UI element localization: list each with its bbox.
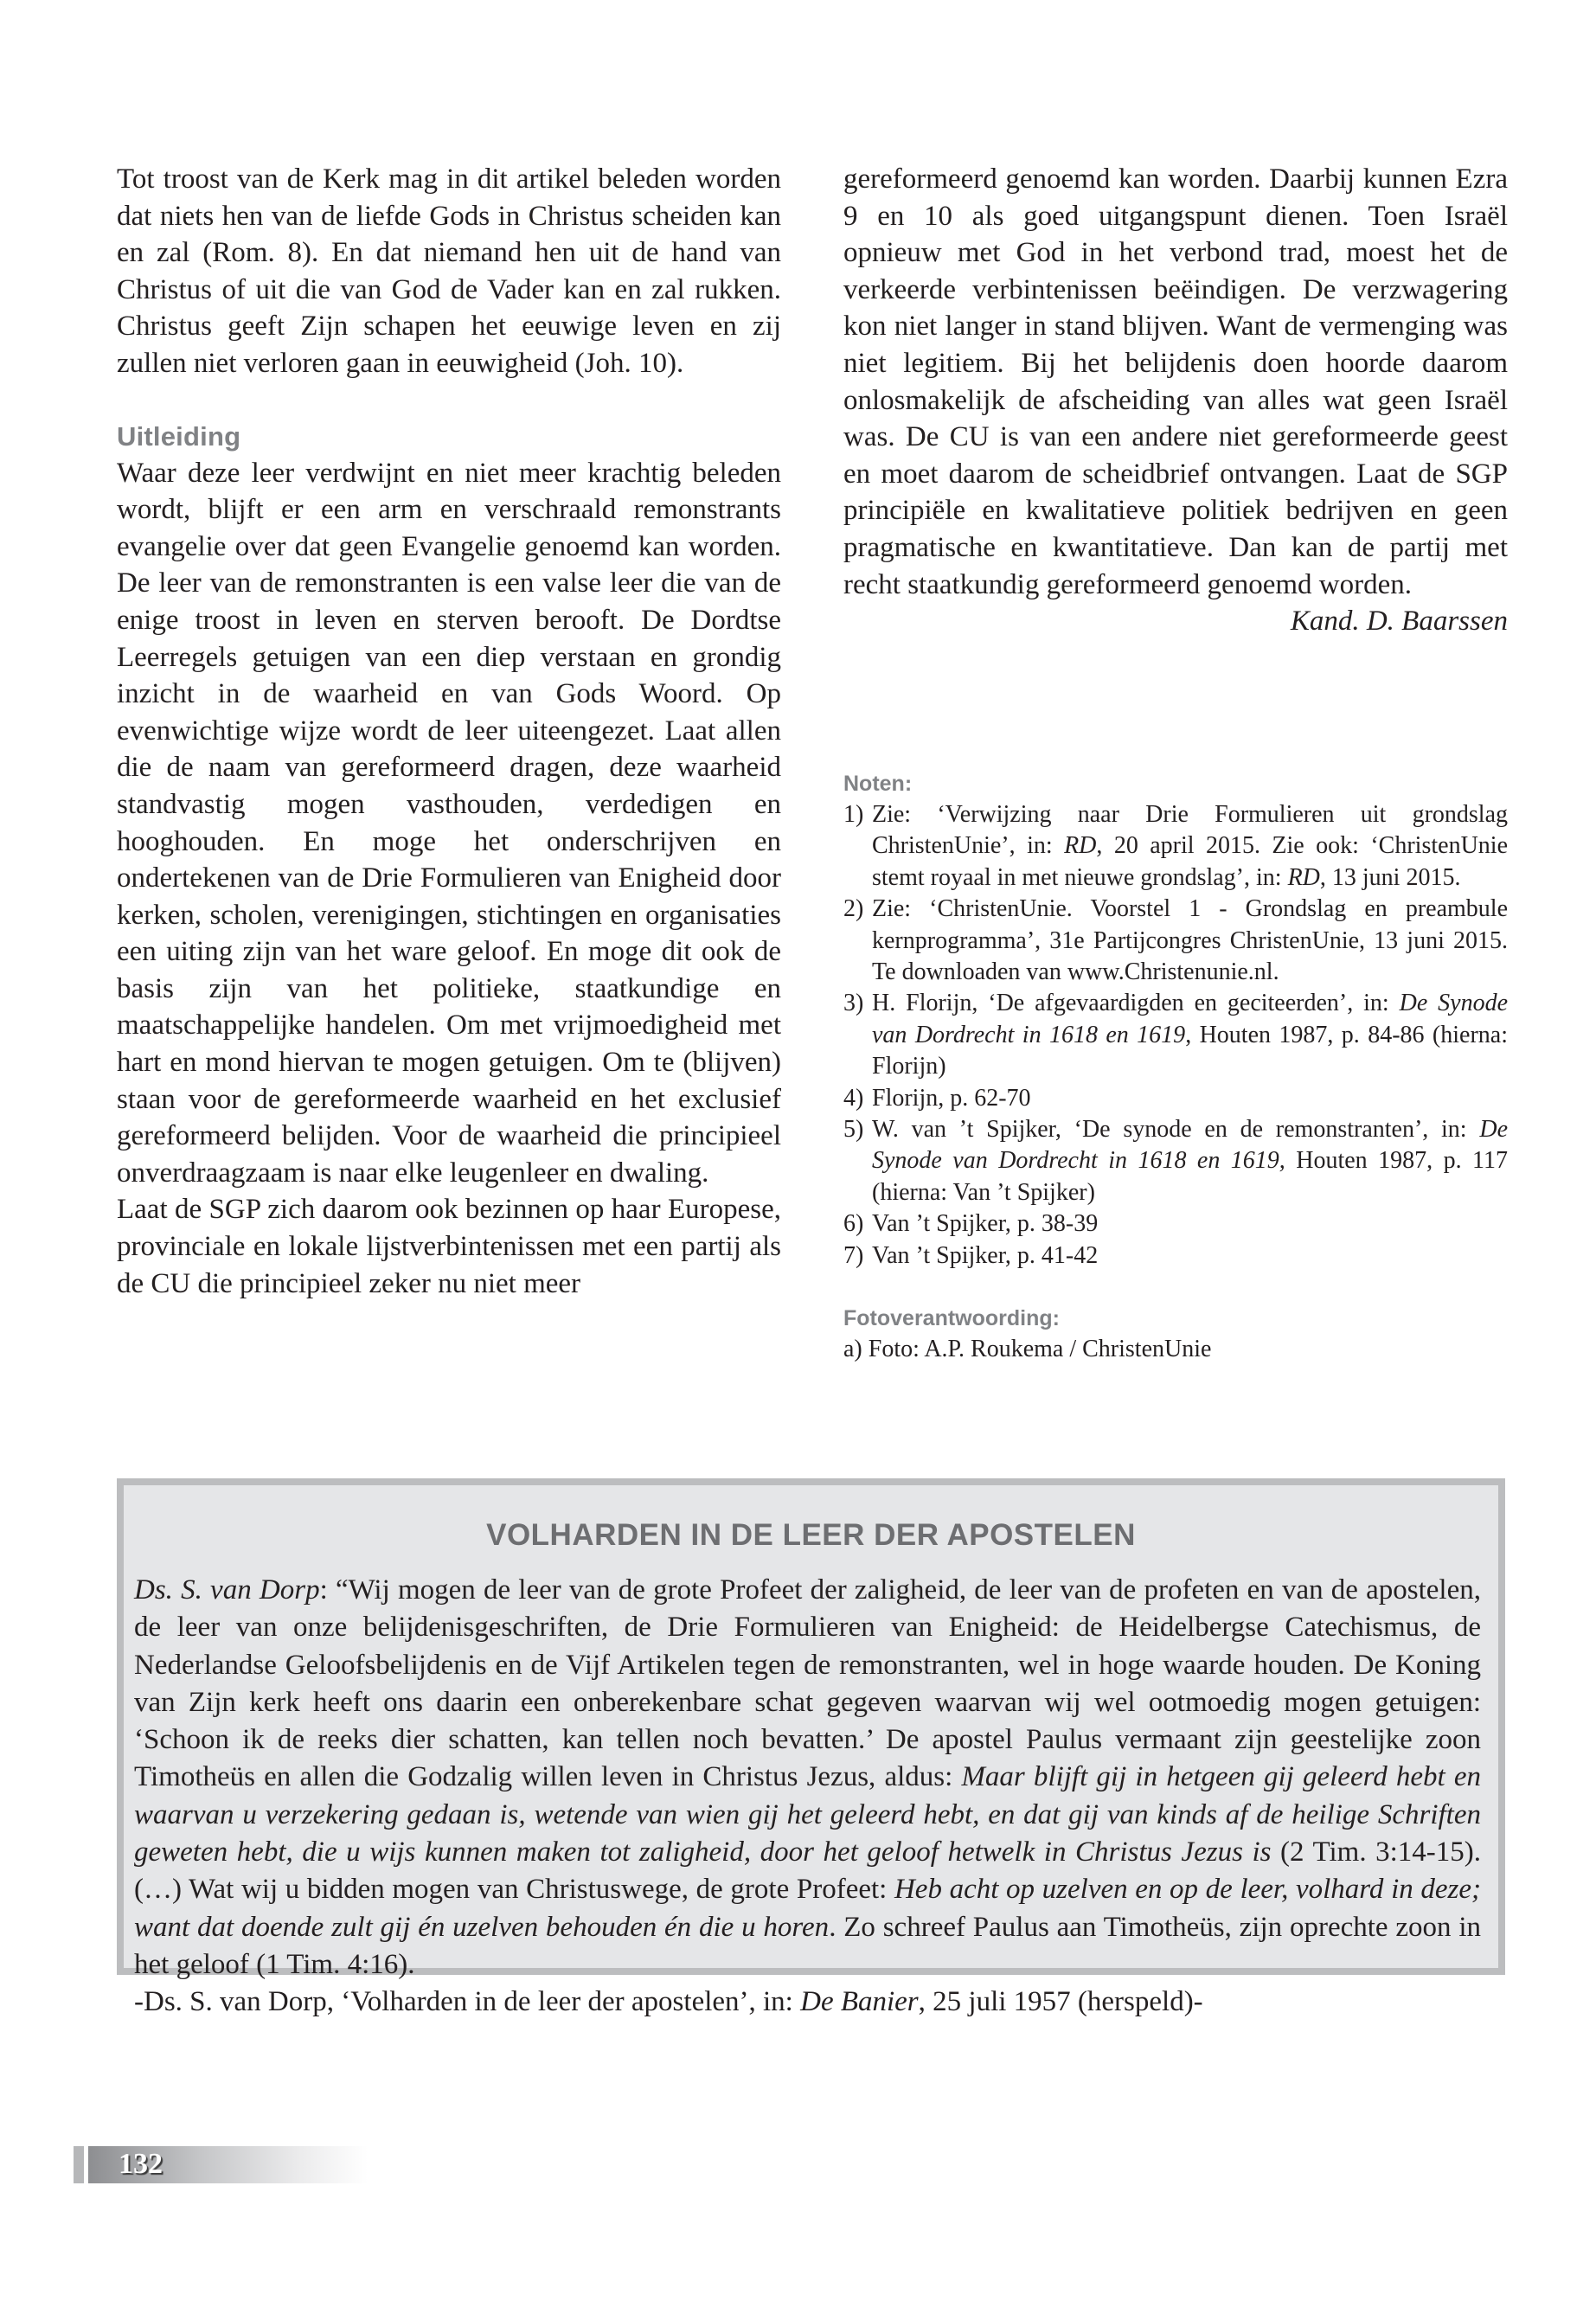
quote-text: : “Wij mogen de leer van de grote Profeet der zaligheid, de leer van de profeten en van de apostelen, de leer van onze belijdenisgeschriften, de Drie Formulieren van Enigheid: de Heidelbergse Catechismus, de Nederlandse Geloofsbelijdenis en de Vijf Artikelen tegen de remonstranten, wel in hoge waarde houden. De Koning van Zijn kerk heeft ons daarin een onberekenbare schat gegeven waarvan wij wel ootmoedig mogen getuigen: ‘Schoon ik de reeks dier schatten, kan tellen noch bevatten.’ De apostel Paulus vermaant zijn geestelijke zoon Timotheüs en allen die Godzalig willen leven in Christus Jezus, aldus: <box>134 1574 1481 1793</box>
quote-box-title: VOLHARDEN IN DE LEER DER APOSTELEN <box>486 1518 1136 1552</box>
quote-box <box>117 1478 1505 2018</box>
footnote-item <box>843 1240 1508 1272</box>
quote-text: . Zo schreef Paulus aan Timotheüs, zijn oprechte zoon in het geloof (1 Tim. 4:16). <box>134 1911 1481 1980</box>
footnote-number: 4) <box>843 1084 864 1112</box>
footnote-number: 7) <box>843 1241 864 1269</box>
quote-source <box>134 1984 1481 2021</box>
footnote-item <box>843 1083 1508 1114</box>
scripture-quote: Heb acht op uzelven en op de leer, volhard in deze; want dat doende zult gij én uzelven behouden én die u horen <box>134 1874 1481 1943</box>
quote-speaker: Ds. S. van Dorp <box>134 1574 320 1606</box>
page-number: 132 <box>119 2148 163 2180</box>
body-paragraph: Laat de SGP zich daarom ook bezinnen op haar Europese, provinciale en lokale lijstverbintenissen met een partij als de CU die principieel zeker nu niet meer <box>117 1194 781 1299</box>
footnote-item <box>843 988 1508 1082</box>
footnote-item <box>843 799 1508 894</box>
intro-paragraph: Tot troost van de Kerk mag in dit artikel beleden worden dat niets hen van de liefde Gods in Christus scheiden kan en zal (Rom. 8). En dat niemand hen uit de hand van Christus of uit die van God de Vader kan en zal rukken. Christus geeft Zijn schapen het eeuwige leven en zij zullen niet verloren gaan in eeuwigheid (Joh. 10). <box>117 163 781 379</box>
footnotes-section <box>843 768 1508 1366</box>
footnote-item <box>843 894 1508 988</box>
page-tab-stripe <box>74 2146 84 2183</box>
page-number-tab <box>74 2146 368 2183</box>
quote-box-body <box>134 1572 1481 2022</box>
footnote-text: Van ’t Spijker, p. 38-39 <box>872 1210 1099 1238</box>
footnote-text: Florijn, p. 62-70 <box>872 1084 1031 1112</box>
footnote-number: 2) <box>843 895 864 923</box>
footnote-item <box>843 1114 1508 1208</box>
footnote-number: 5) <box>843 1116 864 1144</box>
quote-paragraph <box>134 1572 1481 1984</box>
photo-credits-heading: Fotoverantwoording: <box>843 1306 1060 1331</box>
source-suffix: , 25 juli 1957 (herspeld)- <box>918 1986 1203 2018</box>
section-heading-uitleiding: Uitleiding <box>117 420 241 452</box>
scripture-quote: Maar blijft gij in hetgeen gij geleerd hebt en waarvan u verzekering gedaan is, wetende van wien gij het geleerd hebt, en dat gij van kinds af de heilige Schriften geweten hebt, die u wijs kunnen maken tot zaligheid, door het geloof hetwelk in Christus Jezus is <box>134 1761 1481 1868</box>
source-prefix: -Ds. S. van Dorp, ‘Volharden in de leer der apostelen’, in: <box>134 1986 801 2018</box>
left-column <box>117 161 781 1302</box>
author-signature: Kand. D. Baarssen <box>1290 606 1508 638</box>
footnote-text: H. Florijn, ‘De afgevaardigden en geciteerden’, in: De Synode van Dordrecht in 1618 en 1619, Houten 1987, p. 84-86 (hierna: Florijn) <box>872 990 1508 1080</box>
body-paragraph: Waar deze leer verdwijnt en niet meer krachtig beleden wordt, blijft er een arm en verschraald remonstrants evangelie over dat geen Evangelie genoemd kan worden. De leer van de remonstranten is een valse leer die van de enige troost in leven en sterven berooft. De Dordtse Leerregels getuigen van een diep verstaan en grondig inzicht in de waarheid en van Gods Woord. Op evenwichtige wijze wordt de leer uiteengezet. Laat allen die de naam van gereformeerd dragen, deze waarheid standvastig mogen vasthouden, verdedigen en hooghouden. En moge het onderschrijven en ondertekenen van de Drie Formulieren van Enigheid door kerken, scholen, verenigingen, stichtingen en organisaties een uiting zijn van het ware geloof. En moge dit ook de basis zijn van het politieke, staatkundige en maatschappelijke handelen. Om met vrijmoedigheid met hart en mond hiervan te mogen getuigen. Om te (blijven) staan voor de gereformeerde waarheid en het exclusief gereformeerd belijden. Voor de waarheid die principieel onverdraagzaam is naar elke leugenleer en dwaling. <box>117 457 781 1189</box>
footnote-number: 1) <box>843 801 864 828</box>
footnote-item <box>843 1208 1508 1240</box>
footnote-number: 6) <box>843 1210 864 1238</box>
spacer <box>117 382 781 419</box>
right-column <box>843 161 1508 640</box>
quote-text: (2 Tim. 3:14-15). (…) Wat wij u bidden mogen van Christuswege, de grote Profeet: <box>134 1836 1482 1906</box>
photo-credit: a) Foto: A.P. Roukema / ChristenUnie <box>843 1336 1212 1363</box>
body-paragraph: gereformeerd genoemd kan worden. Daarbij kunnen Ezra 9 en 10 als goed uitgangspunt dienen. Toen Israël opnieuw met God in het verbond trad, moest het de verkeerde verbintenissen beëindigen. De verzwagering kon niet langer in stand blijven. Want de vermenging was niet legitiem. Bij het belijdenis doen hoorde daarom onlosmakelijk de afscheiding van alles wat geen Israël was. De CU is van een andere niet gereformeerde geest en moet daarom de scheidbrief ontvangen. Laat de SGP principiële en kwalitatieve politiek bedrijven en geen pragmatische en kwantitatieve. Dan kan de partij met recht staatkundig gereformeerd genoemd worden. <box>843 163 1508 600</box>
notes-list <box>843 799 1508 1272</box>
footnote-text: Zie: ‘ChristenUnie. Voorstel 1 - Grondslag en preambule kernprogramma’, 31e Partijcongres ChristenUnie, 13 juni 2015. Te downloaden van www.Christenunie.nl. <box>872 895 1508 986</box>
footnote-text: Zie: ‘Verwijzing naar Drie Formulieren uit grondslag ChristenUnie’, in: RD, 20 april 2015. Zie ook: ‘ChristenUnie stemt royaal in met nieuwe grondslag’, in: RD, 13 juni 2015. <box>872 801 1508 891</box>
footnote-text: Van ’t Spijker, p. 41-42 <box>872 1241 1099 1269</box>
footnote-number: 3) <box>843 990 864 1017</box>
notes-heading: Noten: <box>843 772 913 796</box>
source-publication: De Banier <box>800 1986 919 2018</box>
footnote-text: W. van ’t Spijker, ‘De synode en de remonstranten’, in: De Synode van Dordrecht in 1618 en 1619, Houten 1987, p. 117 (hierna: Van ’t Spijker) <box>872 1116 1509 1206</box>
